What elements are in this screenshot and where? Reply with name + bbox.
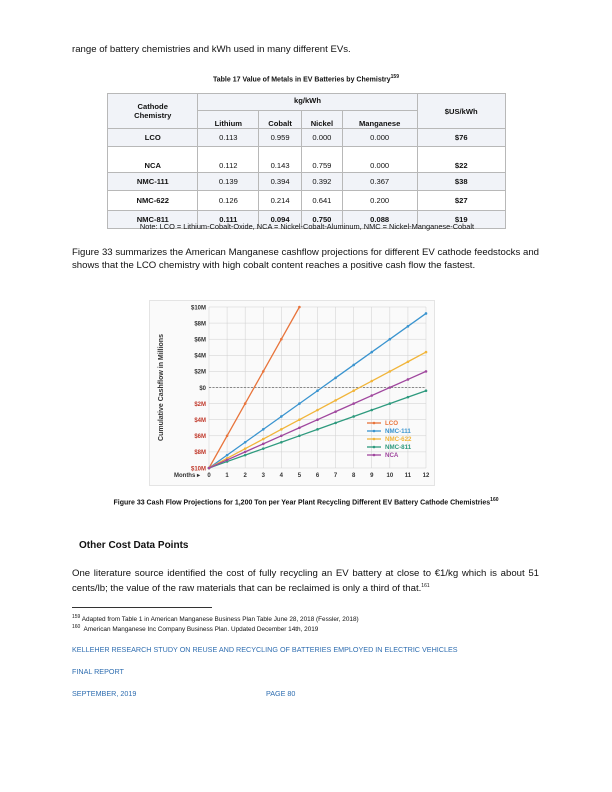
legend-label: NCA: [385, 452, 399, 460]
data-point-lco: [298, 306, 301, 309]
footnote: [72, 614, 359, 623]
data-point-nmc-811: [298, 435, 301, 438]
data-point-nmc-811: [280, 441, 283, 444]
legend-marker: [373, 446, 376, 449]
paragraph-figure-summary: Figure 33 summarizes the American Manganese cashflow projections for different EV cathode feedstocks and shows that the LCO chemistry with high cobalt content reaches a positive cash flow the fastest.: [72, 247, 539, 271]
data-point-nmc-111: [280, 415, 283, 418]
data-point-nmc-622: [407, 360, 410, 363]
data-point-lco: [226, 435, 229, 438]
table-row: [108, 191, 506, 211]
y-tick-label: $4M: [194, 353, 206, 360]
footnote-number: 159: [72, 614, 81, 620]
table-note: Note: LCO = Lithium-Cobalt-Oxide, NCA = Nickel-Cobalt-Aluminum, NMC = Nickel-Manganese-Cobalt: [139, 222, 475, 231]
data-point-lco: [262, 370, 265, 373]
footer-report-title: KELLEHER RESEARCH STUDY ON REUSE AND RECYCLING OF BATTERIES EMPLOYED IN ELECTRIC VEHICLES: [72, 645, 458, 654]
data-point-nmc-622: [280, 428, 283, 431]
figure-caption: [72, 497, 540, 506]
cell-nickel: 0.000: [301, 129, 342, 147]
cashflow-chart: [149, 300, 433, 484]
cell-cobalt: 0.094: [259, 211, 302, 229]
y-tick-label: $10M: [190, 466, 206, 473]
cell-usd: $27: [417, 191, 506, 211]
cell-manganese: 0.088: [342, 211, 417, 229]
x-tick-label: 11: [404, 473, 412, 479]
data-point-nmc-111: [316, 389, 319, 392]
data-point-lco: [280, 338, 283, 341]
cell-cobalt: 0.394: [259, 173, 302, 191]
chart-legend: [367, 420, 412, 459]
data-point-nmc-811: [389, 402, 392, 405]
data-point-nmc-111: [244, 441, 247, 444]
cell-usd: $38: [417, 173, 506, 191]
data-point-nmc-811: [316, 428, 319, 431]
legend-marker: [373, 430, 376, 433]
intro-text: range of battery chemistries and kWh used in many different EVs.: [72, 44, 351, 55]
footer-page-number: PAGE 80: [266, 689, 296, 698]
row-name: NCA: [108, 147, 198, 173]
table-row: [108, 147, 506, 173]
row-name: NMC-622: [108, 191, 198, 211]
data-point-nmc-111: [262, 428, 265, 431]
table-caption: [106, 74, 506, 83]
cell-nickel: 0.392: [301, 173, 342, 191]
data-point-nca: [370, 394, 373, 397]
col-header-cobalt: Cobalt: [259, 111, 302, 129]
x-tick-label: 12: [422, 473, 430, 479]
footnote-text: Adapted from Table 1 in American Manganese Business Plan Table June 28, 2018 (Fessler, 2018): [81, 616, 359, 624]
cell-lithium: 0.111: [198, 211, 259, 229]
paragraph-other-cost-ref: 161: [421, 583, 430, 589]
x-tick-label: 7: [333, 473, 338, 479]
footnote-text: American Manganese Inc Company Business Plan. Updated December 14th, 2019: [83, 626, 319, 634]
cell-manganese: 0.000: [342, 147, 417, 173]
data-point-nca: [298, 426, 301, 429]
row-name: LCO: [108, 129, 198, 147]
data-point-nmc-622: [425, 351, 428, 354]
data-point-nmc-111: [370, 351, 373, 354]
legend-marker: [373, 422, 376, 425]
cell-lithium: 0.112: [198, 147, 259, 173]
data-point-nca: [280, 435, 283, 438]
y-axis-label: Cumulative Cashflow in Millions: [158, 334, 165, 441]
data-point-nmc-111: [226, 454, 229, 457]
table-caption-ref: 159: [390, 74, 399, 80]
y-tick-label: $8M: [194, 321, 206, 328]
y-tick-label: $10M: [190, 305, 206, 312]
legend-label: NMC-622: [385, 436, 412, 444]
paragraph-other-cost: [72, 567, 539, 595]
data-point-nmc-811: [407, 396, 410, 399]
data-point-nmc-811: [352, 415, 355, 418]
data-point-nmc-811: [334, 422, 337, 425]
data-point-nmc-111: [334, 377, 337, 380]
legend-marker: [373, 438, 376, 441]
cell-cobalt: 0.143: [259, 147, 302, 173]
metals-table: [107, 93, 506, 229]
data-point-nmc-622: [316, 409, 319, 412]
x-tick-label: 9: [370, 473, 374, 479]
table-row: [108, 173, 506, 191]
footnote-number: 160: [72, 624, 81, 630]
data-point-nmc-622: [352, 389, 355, 392]
footer-date: SEPTEMBER, 2019: [72, 689, 137, 698]
legend-label: NMC-111: [385, 428, 411, 436]
cell-manganese: 0.000: [342, 129, 417, 147]
data-point-nmc-111: [407, 325, 410, 328]
data-point-nmc-111: [425, 312, 428, 315]
cell-manganese: 0.367: [342, 173, 417, 191]
y-tick-label: $2M: [194, 401, 206, 408]
y-tick-label: $0: [199, 385, 206, 392]
data-point-nmc-622: [334, 399, 337, 402]
x-tick-label: 6: [315, 473, 320, 479]
x-tick-label: 1: [225, 473, 229, 479]
data-point-nca: [352, 402, 355, 405]
data-point-nmc-622: [262, 438, 265, 441]
table-caption-text: Table 17 Value of Metals in EV Batteries by Chemistry: [213, 76, 391, 84]
cell-cobalt: 0.214: [259, 191, 302, 211]
y-tick-label: $6M: [194, 337, 206, 344]
table-row: [108, 129, 506, 147]
data-point-nmc-622: [244, 447, 247, 450]
col-header-manganese: Manganese: [342, 111, 417, 129]
legend-label: NMC-811: [385, 444, 412, 452]
data-point-nca: [389, 386, 392, 389]
cell-manganese: 0.200: [342, 191, 417, 211]
data-point-nmc-111: [389, 338, 392, 341]
row-name: NMC-811: [108, 211, 198, 229]
figure-caption-text: Figure 33 Cash Flow Projections for 1,200 Ton per Year Plant Recycling Different EV Battery Cathode Chemistries: [113, 499, 491, 507]
col-header-nickel: Nickel: [301, 111, 342, 129]
cell-lithium: 0.113: [198, 129, 259, 147]
data-point-nmc-811: [370, 409, 373, 412]
data-point-nmc-811: [425, 389, 428, 392]
data-point-nca: [334, 410, 337, 413]
y-tick-label: $6M: [194, 434, 206, 441]
y-tick-label: $2M: [194, 369, 206, 376]
data-point-nca: [407, 378, 410, 381]
row-name: NMC-111: [108, 173, 198, 191]
cell-lithium: 0.126: [198, 191, 259, 211]
x-tick-label: 5: [297, 473, 302, 479]
col-header-lithium: Lithium: [198, 111, 259, 129]
col-header-usd: $US/kWh: [417, 94, 506, 129]
section-heading: Other Cost Data Points: [79, 540, 189, 551]
paragraph-other-cost-text: One literature source identified the cost of fully recycling an EV battery at close to €1/kg which is about 51 cents/lb; the value of the raw materials that can be reclaimed is only a third of that.: [72, 568, 539, 595]
data-point-nca: [226, 459, 229, 462]
data-point-lco: [244, 402, 247, 405]
legend-label: LCO: [385, 420, 399, 428]
x-tick-label: 3: [261, 473, 265, 479]
footnote: [72, 624, 318, 633]
cell-lithium: 0.139: [198, 173, 259, 191]
y-tick-label: $4M: [194, 418, 206, 424]
x-tick-label: 4: [279, 473, 284, 479]
data-point-nca: [425, 370, 428, 373]
x-tick-label: 2: [243, 473, 247, 479]
cell-cobalt: 0.959: [259, 129, 302, 147]
data-point-nmc-811: [262, 447, 265, 450]
col-group-kgkwh: kg/kWh: [198, 94, 417, 111]
x-tick-label: 10: [386, 473, 394, 479]
footnote-divider: [72, 607, 212, 608]
footer-report-type: FINAL REPORT: [72, 667, 124, 676]
data-point-nca: [208, 467, 211, 470]
data-point-nmc-622: [298, 418, 301, 421]
cell-usd: $19: [417, 211, 506, 229]
legend-marker: [373, 454, 376, 457]
cell-usd: $22: [417, 147, 506, 173]
cell-nickel: 0.641: [301, 191, 342, 211]
x-axis-ticks: [174, 473, 430, 479]
data-point-nmc-111: [298, 402, 301, 405]
cell-usd: $76: [417, 129, 506, 147]
cell-nickel: 0.759: [301, 147, 342, 173]
figure-caption-ref: 160: [490, 497, 499, 503]
col-header-cathode: Cathode Chemistry: [108, 94, 198, 129]
data-point-nmc-622: [370, 380, 373, 383]
data-point-nca: [262, 443, 265, 446]
y-axis-ticks: [191, 305, 207, 472]
cell-nickel: 0.750: [301, 211, 342, 229]
data-point-nmc-811: [244, 454, 247, 457]
x-axis-label: Months ▸: [173, 473, 200, 479]
x-tick-label: 0: [207, 473, 211, 479]
y-tick-label: $8M: [194, 450, 206, 457]
data-point-nca: [244, 451, 247, 454]
data-point-nmc-622: [389, 370, 392, 373]
data-point-nca: [316, 418, 319, 421]
x-tick-label: 8: [351, 473, 356, 479]
data-point-nmc-111: [352, 364, 355, 367]
